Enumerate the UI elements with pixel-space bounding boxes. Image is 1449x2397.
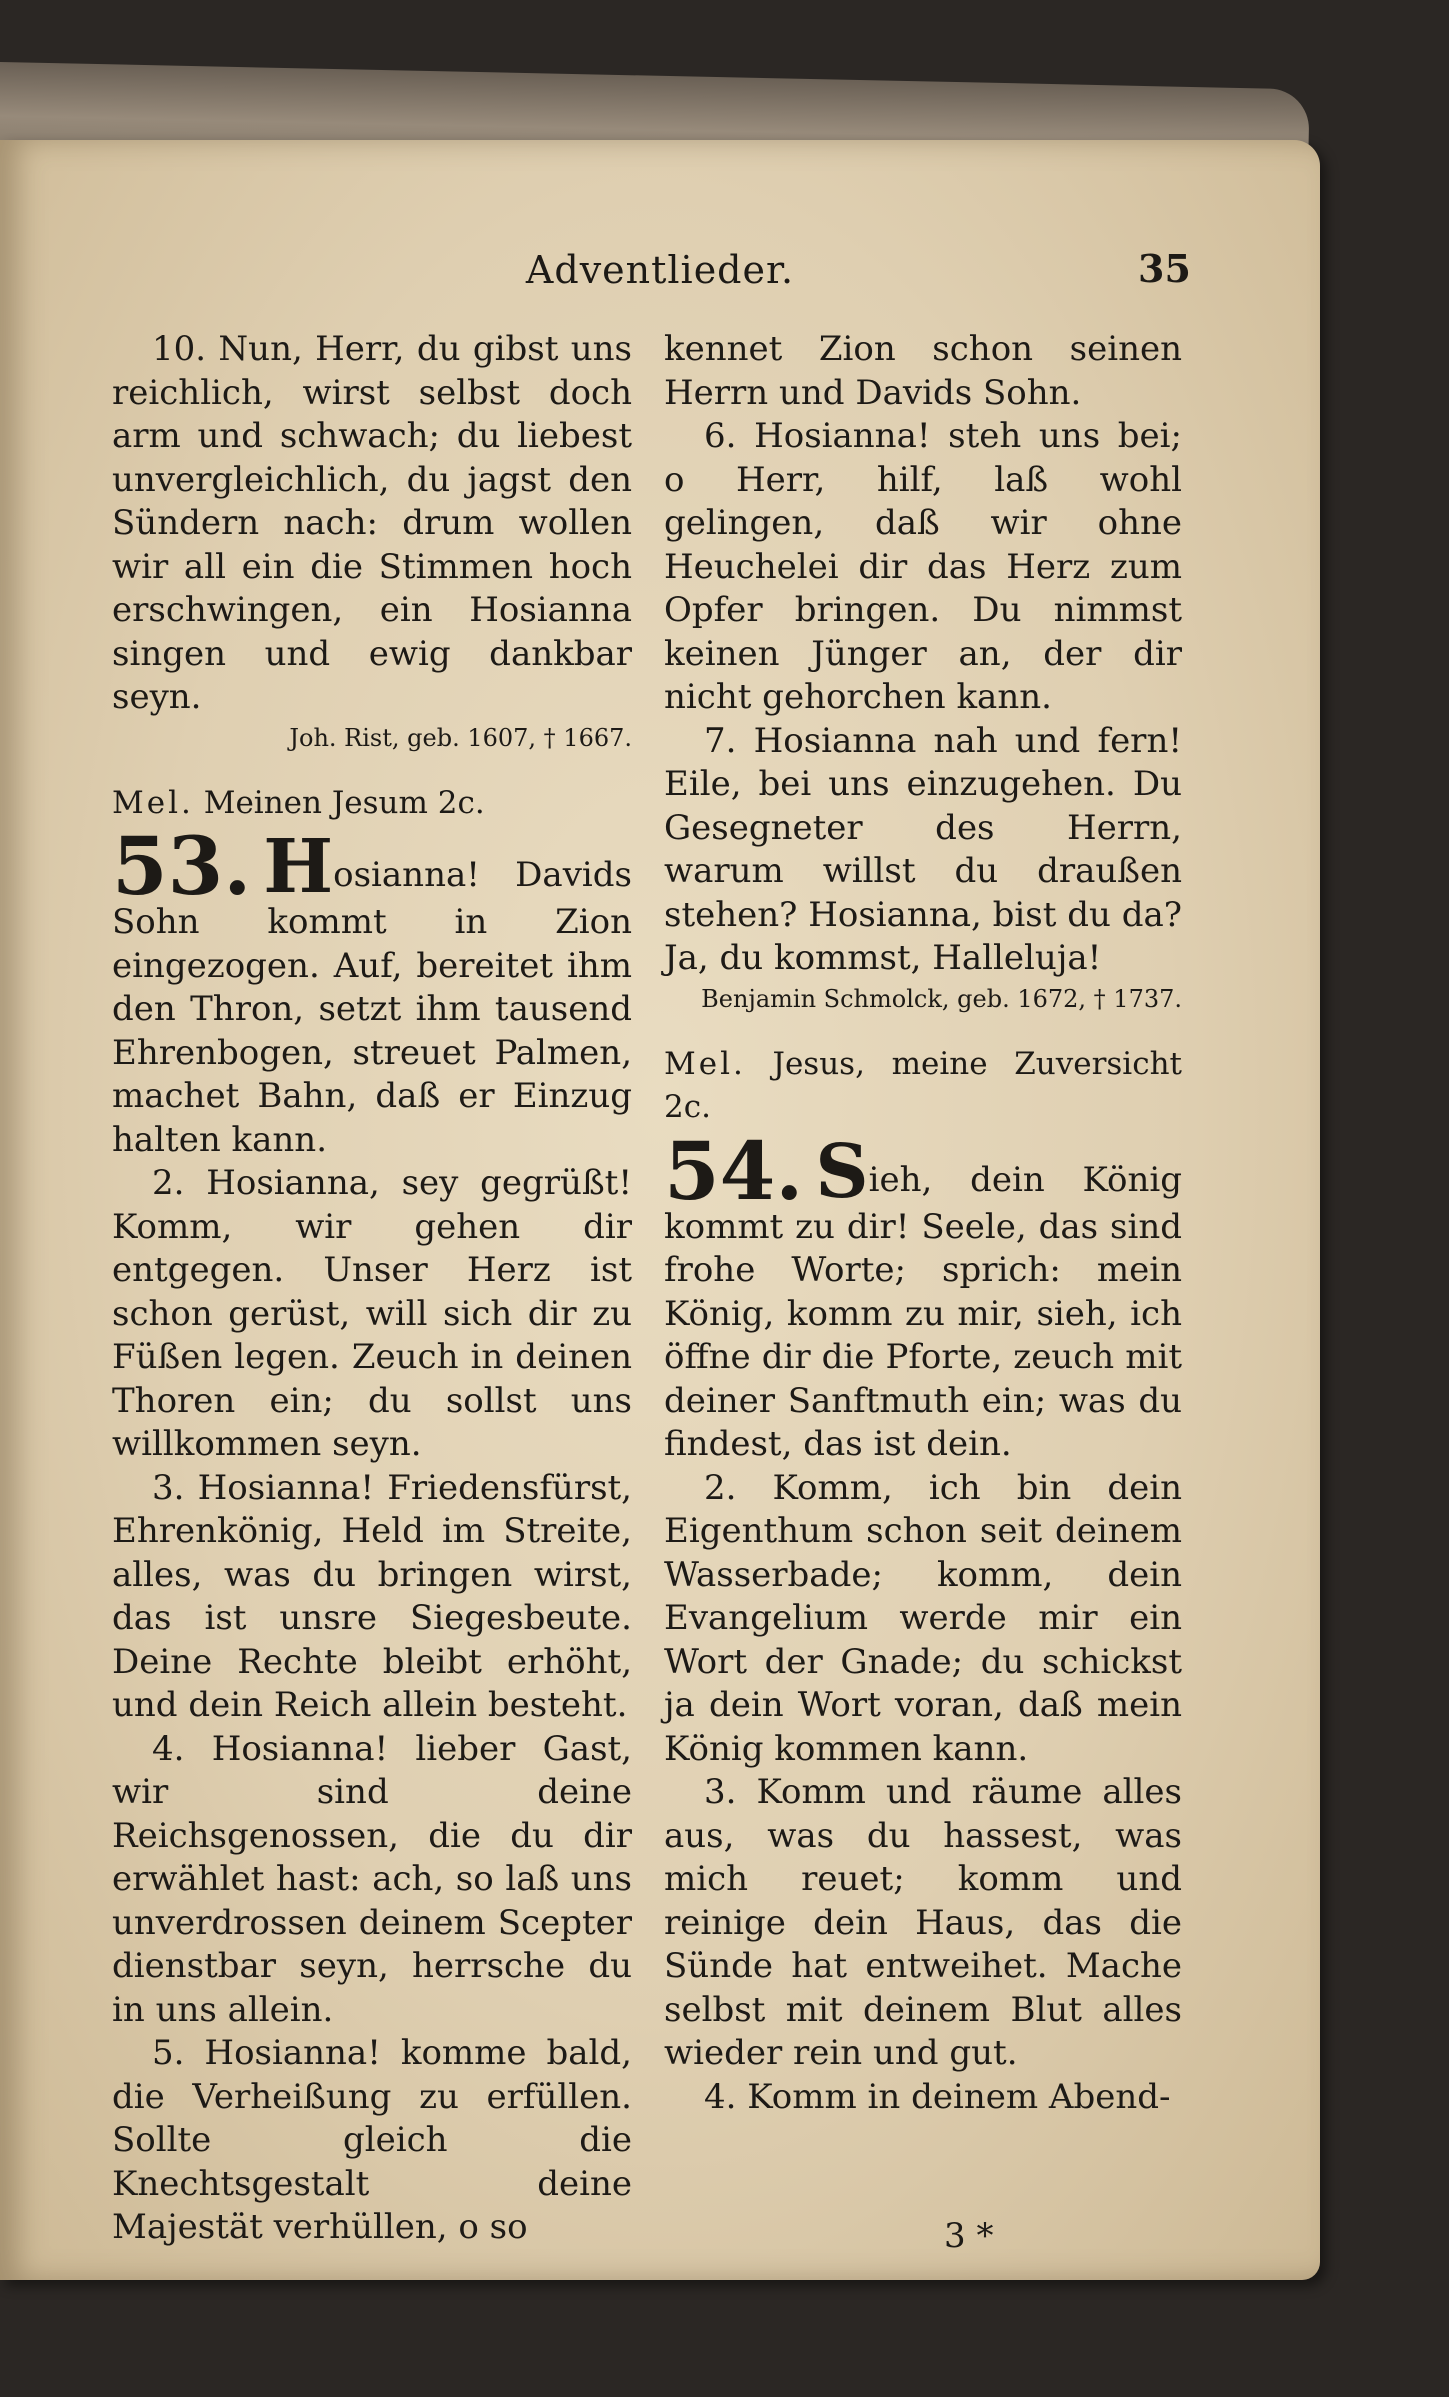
verse-text: ieh, dein König kommt zu dir! Seele, das sind frohe Worte; sprich: mein König, komm zu mir, sieh, ich öffne dir die Pforte, zeuch mit deiner Sanftmuth ein; was du findest, das ist dein. bbox=[664, 1159, 1182, 1464]
hymn-53-verse-7: 7. Hosianna nah und fern! Eile, bei uns einzugehen. Du Gesegneter des Herrn, warum willst du draußen stehen? Hosianna, bist du da? Ja, du kommst, Halleluja! bbox=[664, 720, 1182, 978]
hymn-53-verse-1 bbox=[112, 819, 632, 1162]
left-column bbox=[112, 328, 632, 2250]
hymn-53-verse-6: 6. Hosianna! steh uns bei; o Herr, hilf, laß wohl gelingen, daß wir ohne Heuchelei dir das Herz zum Opfer bringen. Du nimmst keinen Jünger an, der dir nicht gehorchen kann. bbox=[664, 416, 1182, 717]
right-column bbox=[664, 328, 1182, 2119]
melody-prefix: Mel. bbox=[664, 1045, 746, 1082]
drop-initial: S bbox=[815, 1128, 869, 1215]
melody-name: Jesus, meine Zuversicht 2c. bbox=[664, 1045, 1182, 1125]
hymn-53-verse-3: 3. Hosianna! Friedensfürst, Ehrenkönig, Held im Streite, alles, was du bringen wirst, das ist unsre Siegesbeute. Deine Rechte bleibt erhöht, und dein Reich allein besteht. bbox=[112, 1467, 632, 1725]
signature-mark: 3 * bbox=[944, 2216, 994, 2256]
melody-name: Meinen Jesum 2c. bbox=[203, 784, 485, 821]
hymn-53-verse-4: 4. Hosianna! lieber Gast, wir sind deine Reichsgenossen, die du dir erwählet hast: ach, so laß uns unverdrossen deinem Scepter dienstbar seyn, herrsche du in uns allein. bbox=[112, 1728, 632, 2030]
hymn-number: 53. bbox=[112, 819, 252, 913]
running-head: Adventlieder. bbox=[525, 248, 795, 292]
author-attribution: Benjamin Schmolck, geb. 1672, † 1737. bbox=[701, 984, 1182, 1013]
verse-text: osianna! Davids Sohn kommt in Zion eingezogen. Auf, bereitet ihm den Thron, setzt ihm tausend Ehrenbogen, streuet Palmen, machet Bahn, daß er Einzug halten kann. bbox=[112, 855, 632, 1160]
hymn-54-verse-1 bbox=[664, 1123, 1182, 1467]
drop-initial: H bbox=[263, 824, 334, 910]
page-number: 35 bbox=[1138, 246, 1191, 291]
verse-10: 10. Nun, Herr, du gibst uns reichlich, wirst selbst doch arm und schwach; du liebest unvergleichlich, du jagst den Sündern nach: drum wollen wir all ein die Stimmen hoch erschwingen, ein Hosianna singen und ewig dankbar seyn. bbox=[112, 329, 632, 717]
hymn-54-verse-3: 3. Komm und räume alles aus, was du hassest, was mich reuet; komm und reinige dein Haus, das die Sünde hat entweihet. Mache selbst mit deinem Blut alles wieder rein und gut. bbox=[664, 1772, 1182, 2073]
author-attribution: Joh. Rist, geb. 1607, † 1667. bbox=[289, 723, 632, 752]
hymn-54-verse-2: 2. Komm, ich bin dein Eigenthum schon seit deinem Wasserbade; komm, dein Evangelium werde mir ein Wort der Gnade; du schickst ja dein Wort voran, daß mein König kommen kann. bbox=[664, 1467, 1182, 1769]
melody-line bbox=[664, 1043, 1182, 1130]
hymn-53-verse-2: 2. Hosianna, sey gegrüßt! Komm, wir gehen dir entgegen. Unser Herz ist schon gerüst, will sich dir zu Füßen legen. Zeuch in deinen Thoren ein; du sollst uns willkommen seyn. bbox=[112, 1163, 632, 1464]
hymn-53-verse-5-continued: kennet Zion schon seinen Herrn und Davids Sohn. bbox=[664, 329, 1182, 413]
hymn-54-verse-4: 4. Komm in deinem Abend- bbox=[704, 2076, 1171, 2117]
hymn-number: 54. bbox=[664, 1123, 804, 1218]
melody-prefix: Mel. bbox=[112, 784, 194, 821]
book-page bbox=[0, 140, 1320, 2280]
hymn-53-verse-5: 5. Hosianna! komme bald, die Verheißung zu erfüllen. Sollte gleich die Knechtsgestalt deine Majestät verhüllen, o so bbox=[112, 2033, 632, 2247]
